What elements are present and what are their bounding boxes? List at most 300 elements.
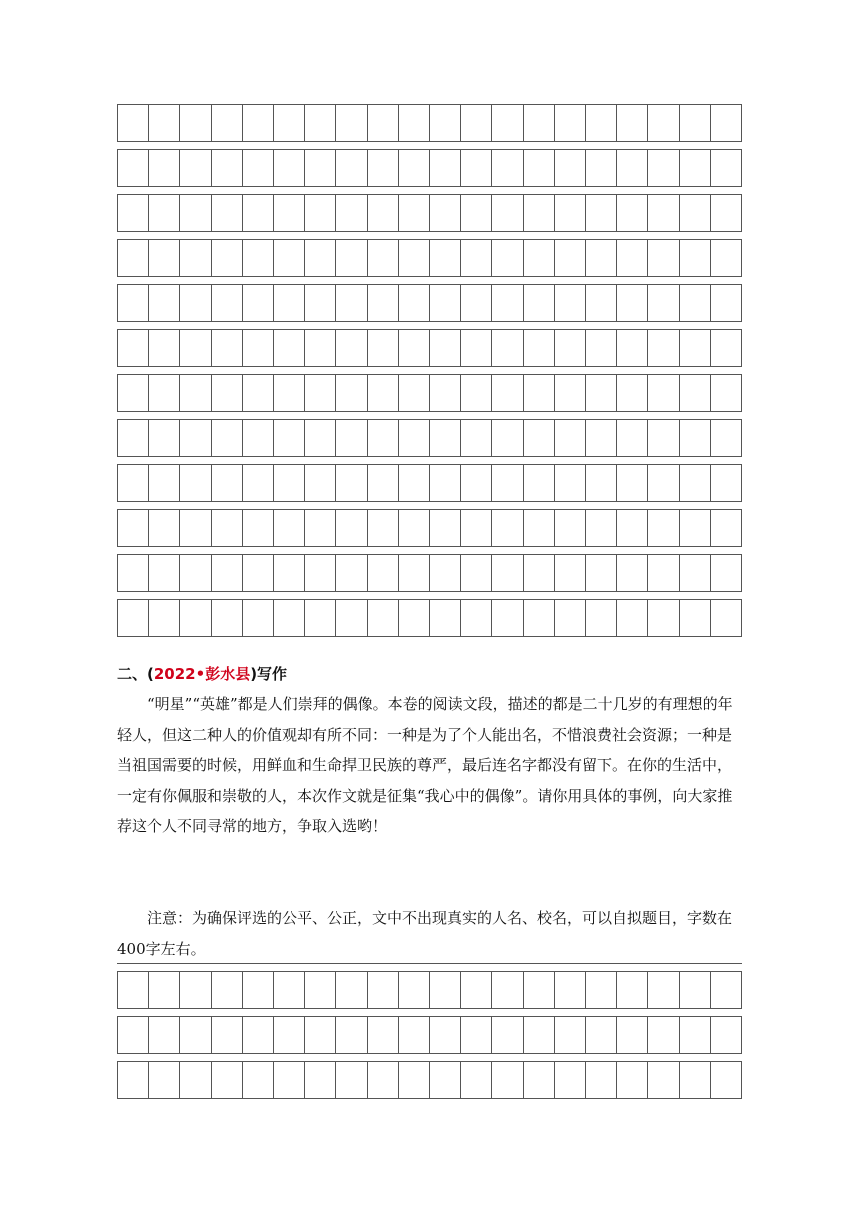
grid-cell[interactable] <box>305 465 336 502</box>
grid-cell[interactable] <box>274 1017 305 1054</box>
grid-cell[interactable] <box>118 600 149 637</box>
grid-cell[interactable] <box>492 330 523 367</box>
grid-cell[interactable] <box>336 600 367 637</box>
grid-cell[interactable] <box>180 555 211 592</box>
grid-cell[interactable] <box>212 150 243 187</box>
grid-cell[interactable] <box>430 1017 461 1054</box>
grid-cell[interactable] <box>305 195 336 232</box>
grid-cell[interactable] <box>274 1062 305 1099</box>
grid-cell[interactable] <box>461 1017 492 1054</box>
grid-cell[interactable] <box>617 150 648 187</box>
grid-cell[interactable] <box>212 1017 243 1054</box>
grid-cell[interactable] <box>617 555 648 592</box>
grid-cell[interactable] <box>212 195 243 232</box>
grid-cell[interactable] <box>524 555 555 592</box>
grid-cell[interactable] <box>586 600 617 637</box>
grid-cell[interactable] <box>555 330 586 367</box>
grid-cell[interactable] <box>492 1017 523 1054</box>
grid-cell[interactable] <box>430 240 461 277</box>
grid-cell[interactable] <box>180 105 211 142</box>
grid-cell[interactable] <box>243 105 274 142</box>
grid-cell[interactable] <box>430 555 461 592</box>
grid-cell[interactable] <box>680 285 711 322</box>
grid-cell[interactable] <box>243 375 274 412</box>
grid-cell[interactable] <box>212 1062 243 1099</box>
grid-cell[interactable] <box>212 285 243 322</box>
grid-cell[interactable] <box>586 285 617 322</box>
grid-cell[interactable] <box>711 195 742 232</box>
grid-cell[interactable] <box>368 195 399 232</box>
grid-cell[interactable] <box>212 555 243 592</box>
grid-cell[interactable] <box>430 600 461 637</box>
grid-cell[interactable] <box>648 105 679 142</box>
grid-cell[interactable] <box>680 600 711 637</box>
grid-cell[interactable] <box>492 510 523 547</box>
grid-cell[interactable] <box>430 285 461 322</box>
grid-cell[interactable] <box>524 1017 555 1054</box>
grid-cell[interactable] <box>243 150 274 187</box>
grid-cell[interactable] <box>586 420 617 457</box>
grid-cell[interactable] <box>305 375 336 412</box>
grid-cell[interactable] <box>118 195 149 232</box>
grid-cell[interactable] <box>399 150 430 187</box>
grid-cell[interactable] <box>617 465 648 502</box>
grid-cell[interactable] <box>492 240 523 277</box>
grid-cell[interactable] <box>368 600 399 637</box>
grid-cell[interactable] <box>524 510 555 547</box>
grid-cell[interactable] <box>305 555 336 592</box>
grid-cell[interactable] <box>555 105 586 142</box>
grid-cell[interactable] <box>336 510 367 547</box>
grid-cell[interactable] <box>461 330 492 367</box>
grid-cell[interactable] <box>492 972 523 1009</box>
grid-cell[interactable] <box>149 375 180 412</box>
grid-cell[interactable] <box>680 1062 711 1099</box>
grid-cell[interactable] <box>368 330 399 367</box>
grid-cell[interactable] <box>118 1062 149 1099</box>
grid-cell[interactable] <box>336 285 367 322</box>
grid-cell[interactable] <box>336 240 367 277</box>
grid-cell[interactable] <box>492 600 523 637</box>
grid-cell[interactable] <box>555 240 586 277</box>
grid-cell[interactable] <box>461 150 492 187</box>
grid-cell[interactable] <box>336 972 367 1009</box>
grid-cell[interactable] <box>243 600 274 637</box>
grid-cell[interactable] <box>680 375 711 412</box>
grid-cell[interactable] <box>368 1017 399 1054</box>
grid-cell[interactable] <box>711 1017 742 1054</box>
grid-cell[interactable] <box>149 285 180 322</box>
grid-cell[interactable] <box>430 150 461 187</box>
grid-cell[interactable] <box>368 150 399 187</box>
grid-cell[interactable] <box>648 465 679 502</box>
grid-cell[interactable] <box>243 972 274 1009</box>
grid-cell[interactable] <box>648 195 679 232</box>
grid-cell[interactable] <box>274 195 305 232</box>
grid-cell[interactable] <box>368 105 399 142</box>
grid-cell[interactable] <box>399 510 430 547</box>
grid-cell[interactable] <box>586 330 617 367</box>
grid-cell[interactable] <box>243 195 274 232</box>
grid-cell[interactable] <box>680 972 711 1009</box>
grid-cell[interactable] <box>555 555 586 592</box>
grid-cell[interactable] <box>243 1062 274 1099</box>
grid-cell[interactable] <box>274 510 305 547</box>
grid-cell[interactable] <box>243 330 274 367</box>
grid-cell[interactable] <box>524 600 555 637</box>
grid-cell[interactable] <box>149 240 180 277</box>
grid-cell[interactable] <box>680 105 711 142</box>
grid-cell[interactable] <box>368 1062 399 1099</box>
grid-cell[interactable] <box>586 555 617 592</box>
grid-cell[interactable] <box>430 105 461 142</box>
grid-cell[interactable] <box>461 465 492 502</box>
grid-cell[interactable] <box>149 420 180 457</box>
grid-cell[interactable] <box>711 972 742 1009</box>
grid-cell[interactable] <box>492 1062 523 1099</box>
grid-cell[interactable] <box>305 1062 336 1099</box>
grid-cell[interactable] <box>118 240 149 277</box>
grid-cell[interactable] <box>555 150 586 187</box>
grid-cell[interactable] <box>648 555 679 592</box>
grid-cell[interactable] <box>149 105 180 142</box>
grid-cell[interactable] <box>180 600 211 637</box>
grid-cell[interactable] <box>305 972 336 1009</box>
grid-cell[interactable] <box>399 105 430 142</box>
grid-cell[interactable] <box>368 555 399 592</box>
grid-cell[interactable] <box>617 510 648 547</box>
grid-cell[interactable] <box>430 465 461 502</box>
grid-cell[interactable] <box>524 195 555 232</box>
grid-cell[interactable] <box>212 240 243 277</box>
grid-cell[interactable] <box>555 1062 586 1099</box>
grid-cell[interactable] <box>524 972 555 1009</box>
grid-cell[interactable] <box>118 420 149 457</box>
grid-cell[interactable] <box>492 555 523 592</box>
grid-cell[interactable] <box>711 1062 742 1099</box>
grid-cell[interactable] <box>368 375 399 412</box>
grid-cell[interactable] <box>680 465 711 502</box>
grid-cell[interactable] <box>430 972 461 1009</box>
grid-cell[interactable] <box>212 972 243 1009</box>
grid-cell[interactable] <box>336 555 367 592</box>
grid-cell[interactable] <box>274 240 305 277</box>
grid-cell[interactable] <box>524 375 555 412</box>
grid-cell[interactable] <box>118 105 149 142</box>
grid-cell[interactable] <box>524 465 555 502</box>
grid-cell[interactable] <box>149 195 180 232</box>
grid-cell[interactable] <box>430 195 461 232</box>
grid-cell[interactable] <box>586 465 617 502</box>
grid-cell[interactable] <box>336 465 367 502</box>
grid-cell[interactable] <box>648 972 679 1009</box>
grid-cell[interactable] <box>149 600 180 637</box>
grid-cell[interactable] <box>617 420 648 457</box>
grid-cell[interactable] <box>180 465 211 502</box>
grid-cell[interactable] <box>399 420 430 457</box>
grid-cell[interactable] <box>118 375 149 412</box>
grid-cell[interactable] <box>305 105 336 142</box>
grid-cell[interactable] <box>399 1017 430 1054</box>
grid-cell[interactable] <box>586 195 617 232</box>
grid-cell[interactable] <box>243 1017 274 1054</box>
grid-cell[interactable] <box>711 420 742 457</box>
grid-cell[interactable] <box>461 285 492 322</box>
grid-cell[interactable] <box>212 510 243 547</box>
grid-cell[interactable] <box>492 285 523 322</box>
grid-cell[interactable] <box>180 510 211 547</box>
grid-cell[interactable] <box>524 330 555 367</box>
grid-cell[interactable] <box>430 420 461 457</box>
grid-cell[interactable] <box>399 330 430 367</box>
grid-cell[interactable] <box>243 510 274 547</box>
grid-cell[interactable] <box>524 420 555 457</box>
grid-cell[interactable] <box>555 420 586 457</box>
grid-cell[interactable] <box>243 240 274 277</box>
grid-cell[interactable] <box>461 195 492 232</box>
grid-cell[interactable] <box>399 972 430 1009</box>
grid-cell[interactable] <box>555 465 586 502</box>
grid-cell[interactable] <box>492 150 523 187</box>
grid-cell[interactable] <box>180 1062 211 1099</box>
grid-cell[interactable] <box>149 465 180 502</box>
grid-cell[interactable] <box>648 1062 679 1099</box>
grid-cell[interactable] <box>336 375 367 412</box>
grid-cell[interactable] <box>118 330 149 367</box>
grid-cell[interactable] <box>430 510 461 547</box>
grid-cell[interactable] <box>711 330 742 367</box>
grid-cell[interactable] <box>617 1017 648 1054</box>
grid-cell[interactable] <box>492 465 523 502</box>
grid-cell[interactable] <box>524 105 555 142</box>
grid-cell[interactable] <box>524 150 555 187</box>
grid-cell[interactable] <box>243 465 274 502</box>
grid-cell[interactable] <box>336 105 367 142</box>
grid-cell[interactable] <box>492 375 523 412</box>
grid-cell[interactable] <box>305 600 336 637</box>
grid-cell[interactable] <box>149 1062 180 1099</box>
grid-cell[interactable] <box>524 285 555 322</box>
grid-cell[interactable] <box>274 105 305 142</box>
grid-cell[interactable] <box>180 240 211 277</box>
grid-cell[interactable] <box>648 375 679 412</box>
grid-cell[interactable] <box>212 420 243 457</box>
grid-cell[interactable] <box>336 150 367 187</box>
grid-cell[interactable] <box>180 972 211 1009</box>
grid-cell[interactable] <box>274 465 305 502</box>
grid-cell[interactable] <box>711 465 742 502</box>
grid-cell[interactable] <box>212 105 243 142</box>
grid-cell[interactable] <box>617 330 648 367</box>
grid-cell[interactable] <box>524 1062 555 1099</box>
grid-cell[interactable] <box>305 420 336 457</box>
grid-cell[interactable] <box>149 1017 180 1054</box>
grid-cell[interactable] <box>243 285 274 322</box>
grid-cell[interactable] <box>461 555 492 592</box>
grid-cell[interactable] <box>274 150 305 187</box>
grid-cell[interactable] <box>586 105 617 142</box>
grid-cell[interactable] <box>305 285 336 322</box>
grid-cell[interactable] <box>149 510 180 547</box>
grid-cell[interactable] <box>118 465 149 502</box>
grid-cell[interactable] <box>711 375 742 412</box>
grid-cell[interactable] <box>399 465 430 502</box>
grid-cell[interactable] <box>461 1062 492 1099</box>
grid-cell[interactable] <box>274 285 305 322</box>
grid-cell[interactable] <box>617 600 648 637</box>
grid-cell[interactable] <box>648 420 679 457</box>
grid-cell[interactable] <box>555 285 586 322</box>
grid-cell[interactable] <box>586 150 617 187</box>
grid-cell[interactable] <box>680 195 711 232</box>
grid-cell[interactable] <box>368 285 399 322</box>
grid-cell[interactable] <box>492 105 523 142</box>
grid-cell[interactable] <box>555 510 586 547</box>
grid-cell[interactable] <box>305 510 336 547</box>
grid-cell[interactable] <box>368 972 399 1009</box>
grid-cell[interactable] <box>648 600 679 637</box>
grid-cell[interactable] <box>274 420 305 457</box>
grid-cell[interactable] <box>680 150 711 187</box>
grid-cell[interactable] <box>212 465 243 502</box>
grid-cell[interactable] <box>274 330 305 367</box>
grid-cell[interactable] <box>555 600 586 637</box>
grid-cell[interactable] <box>336 195 367 232</box>
grid-cell[interactable] <box>524 240 555 277</box>
grid-cell[interactable] <box>586 375 617 412</box>
grid-cell[interactable] <box>617 1062 648 1099</box>
grid-cell[interactable] <box>617 105 648 142</box>
grid-cell[interactable] <box>461 240 492 277</box>
grid-cell[interactable] <box>586 972 617 1009</box>
grid-cell[interactable] <box>711 105 742 142</box>
grid-cell[interactable] <box>305 1017 336 1054</box>
grid-cell[interactable] <box>305 240 336 277</box>
grid-cell[interactable] <box>118 150 149 187</box>
grid-cell[interactable] <box>305 150 336 187</box>
grid-cell[interactable] <box>274 375 305 412</box>
grid-cell[interactable] <box>336 420 367 457</box>
grid-cell[interactable] <box>368 240 399 277</box>
grid-cell[interactable] <box>555 195 586 232</box>
grid-cell[interactable] <box>399 600 430 637</box>
grid-cell[interactable] <box>243 420 274 457</box>
grid-cell[interactable] <box>180 330 211 367</box>
grid-cell[interactable] <box>648 285 679 322</box>
grid-cell[interactable] <box>180 1017 211 1054</box>
grid-cell[interactable] <box>586 240 617 277</box>
grid-cell[interactable] <box>711 555 742 592</box>
grid-cell[interactable] <box>680 240 711 277</box>
grid-cell[interactable] <box>336 1062 367 1099</box>
grid-cell[interactable] <box>617 195 648 232</box>
grid-cell[interactable] <box>149 150 180 187</box>
grid-cell[interactable] <box>711 510 742 547</box>
grid-cell[interactable] <box>212 330 243 367</box>
grid-cell[interactable] <box>399 285 430 322</box>
grid-cell[interactable] <box>180 375 211 412</box>
grid-cell[interactable] <box>680 1017 711 1054</box>
grid-cell[interactable] <box>118 1017 149 1054</box>
grid-cell[interactable] <box>648 1017 679 1054</box>
grid-cell[interactable] <box>711 600 742 637</box>
grid-cell[interactable] <box>461 600 492 637</box>
grid-cell[interactable] <box>368 420 399 457</box>
grid-cell[interactable] <box>118 285 149 322</box>
grid-cell[interactable] <box>212 375 243 412</box>
grid-cell[interactable] <box>368 465 399 502</box>
grid-cell[interactable] <box>461 375 492 412</box>
grid-cell[interactable] <box>555 1017 586 1054</box>
grid-cell[interactable] <box>555 375 586 412</box>
grid-cell[interactable] <box>118 555 149 592</box>
grid-cell[interactable] <box>680 510 711 547</box>
grid-cell[interactable] <box>617 972 648 1009</box>
grid-cell[interactable] <box>461 510 492 547</box>
grid-cell[interactable] <box>399 1062 430 1099</box>
grid-cell[interactable] <box>461 420 492 457</box>
grid-cell[interactable] <box>180 285 211 322</box>
grid-cell[interactable] <box>118 510 149 547</box>
grid-cell[interactable] <box>368 510 399 547</box>
grid-cell[interactable] <box>399 240 430 277</box>
grid-cell[interactable] <box>617 240 648 277</box>
grid-cell[interactable] <box>680 420 711 457</box>
grid-cell[interactable] <box>118 972 149 1009</box>
grid-cell[interactable] <box>243 555 274 592</box>
grid-cell[interactable] <box>399 555 430 592</box>
grid-cell[interactable] <box>586 1062 617 1099</box>
grid-cell[interactable] <box>180 150 211 187</box>
grid-cell[interactable] <box>648 150 679 187</box>
grid-cell[interactable] <box>648 330 679 367</box>
grid-cell[interactable] <box>336 330 367 367</box>
grid-cell[interactable] <box>430 375 461 412</box>
grid-cell[interactable] <box>586 510 617 547</box>
grid-cell[interactable] <box>555 972 586 1009</box>
grid-cell[interactable] <box>212 600 243 637</box>
grid-cell[interactable] <box>149 555 180 592</box>
grid-cell[interactable] <box>648 240 679 277</box>
grid-cell[interactable] <box>617 285 648 322</box>
grid-cell[interactable] <box>274 600 305 637</box>
grid-cell[interactable] <box>430 1062 461 1099</box>
grid-cell[interactable] <box>680 555 711 592</box>
grid-cell[interactable] <box>492 420 523 457</box>
grid-cell[interactable] <box>492 195 523 232</box>
grid-cell[interactable] <box>274 972 305 1009</box>
grid-cell[interactable] <box>617 375 648 412</box>
grid-cell[interactable] <box>399 375 430 412</box>
grid-cell[interactable] <box>149 330 180 367</box>
grid-cell[interactable] <box>461 972 492 1009</box>
grid-cell[interactable] <box>711 150 742 187</box>
grid-cell[interactable] <box>180 195 211 232</box>
grid-cell[interactable] <box>461 105 492 142</box>
grid-cell[interactable] <box>399 195 430 232</box>
grid-cell[interactable] <box>680 330 711 367</box>
grid-cell[interactable] <box>711 240 742 277</box>
grid-cell[interactable] <box>648 510 679 547</box>
grid-cell[interactable] <box>430 330 461 367</box>
grid-cell[interactable] <box>586 1017 617 1054</box>
grid-cell[interactable] <box>305 330 336 367</box>
grid-cell[interactable] <box>336 1017 367 1054</box>
grid-cell[interactable] <box>274 555 305 592</box>
grid-cell[interactable] <box>711 285 742 322</box>
grid-cell[interactable] <box>149 972 180 1009</box>
grid-cell[interactable] <box>180 420 211 457</box>
